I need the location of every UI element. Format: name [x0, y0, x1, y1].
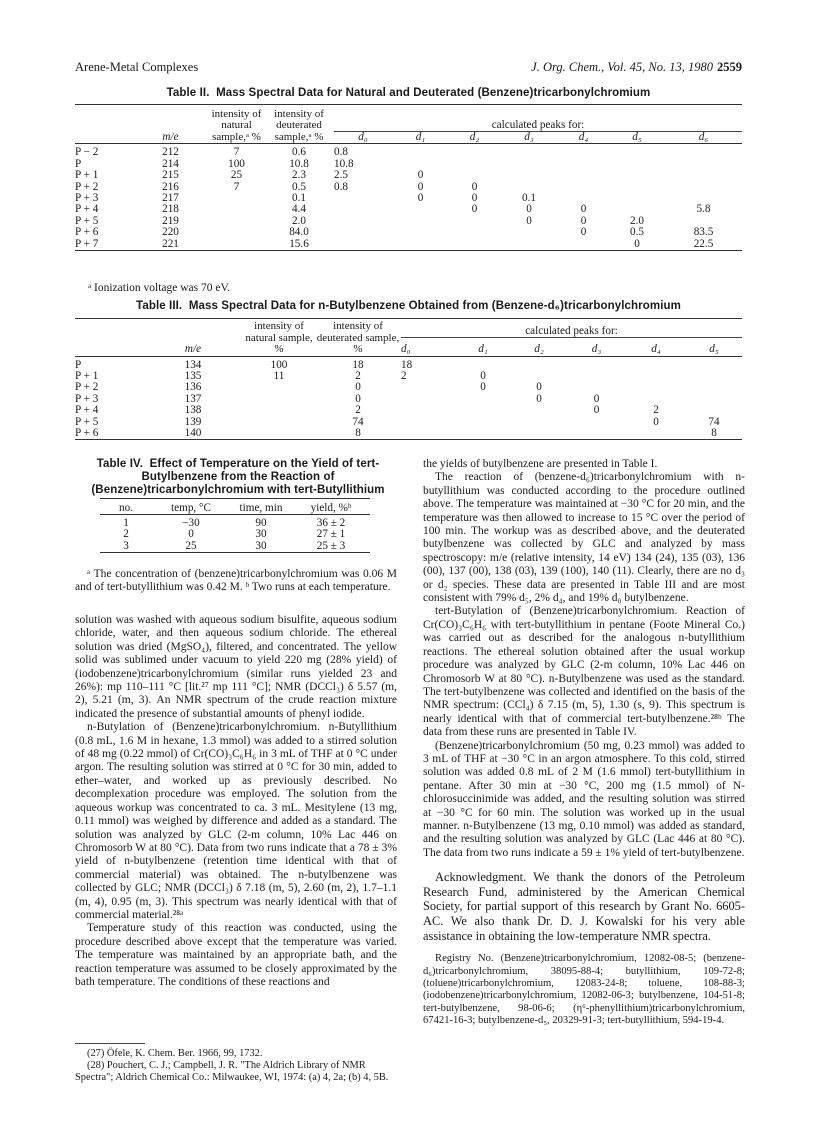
table2-cell: 10.8 [334, 157, 354, 170]
table3-title-text: Mass Spectral Data for n-Butylbenzene Obtained from (Benzene-d₆)tricarbonylchromium [188, 300, 681, 312]
table2-cell [392, 227, 449, 238]
left-para-1: solution was washed with aqueous sodium bisulfite, aqueous sodium chloride, water, and then aqueous sodium chloride. The ethereal solution was dried (MgSO₄), filtered, and concentrated. The yellow solid was sublimed under vacuum to yield 220 mg (28% yield) of (iodobenzene)tricarbonylchromium (similar runs yielded 23 and 26%): mp 110–111 °C [lit.²⁷ mp 111 °C]; NMR (DCCl₃) δ 5.57 (m, 2), 5.21 (m, 3). An NMR spectrum of the crude reaction mixture indicated the presence of substantial amounts of phenyl iodide. [75, 614, 397, 720]
table2-cell: 0 [580, 226, 587, 239]
table3-row [75, 405, 742, 416]
table2-cell: 0 [471, 180, 478, 193]
table2-cell: 220 [162, 226, 179, 239]
left-para-3: Temperature study of this reaction was conducted, using the procedure described above except that the temperature was varied. The temperature was maintained by an appropriate bath, and the reaction temperature was assumed to be closely approximated by the bath temperature. The conditions of these reactions and [75, 922, 397, 988]
table2-row [75, 144, 742, 159]
table3-cell: P [75, 358, 82, 371]
table2-cell: 83.5 [693, 226, 714, 239]
table2-cell [449, 170, 500, 181]
table2-title-text: Mass Spectral Data for Natural and Deuterated (Benzene)tricarbonylchromium [216, 87, 651, 99]
table2-cell [500, 239, 558, 251]
table2-cell: P + 7 [75, 237, 99, 250]
table2-cell: P − 2 [75, 146, 99, 159]
table4-head-temp: temp, °C [171, 501, 211, 514]
table2-cell [558, 239, 609, 251]
right-column [423, 458, 745, 1028]
table2-head-d6: d₆ [698, 131, 709, 143]
table3-cell: 8 [355, 426, 361, 439]
table2-cell [392, 144, 449, 159]
table3-cell: 0 [355, 392, 361, 405]
table3-row [75, 417, 742, 428]
table4-cell: 30 [255, 539, 267, 552]
table2-cell [500, 227, 558, 238]
table3-head-d3: d₃ [591, 343, 602, 356]
table2-cell: 0 [526, 203, 532, 216]
table2-cell: P + 6 [75, 226, 99, 239]
table3-cell [626, 428, 686, 440]
table2-cell [392, 216, 449, 227]
table3-head-d1: d₁ [478, 343, 488, 356]
table2-cell [558, 170, 609, 181]
footnotes [75, 1048, 397, 1083]
table2-cell [609, 144, 665, 159]
table2-cell: 214 [162, 157, 179, 170]
table3-cell: 0 [653, 415, 659, 428]
table2-cell [665, 182, 742, 193]
table3-cell [455, 405, 511, 416]
table2-cell [209, 216, 264, 227]
footnote-28: (28) Pouchert, C. J.; Campbell, J. R. "The Aldrich Library of NMR Spectra"; Aldrich Chemical Co.: Milwaukee, WI, 1974: (a) 4, 2a; (b) 4, 5B. [75, 1059, 389, 1083]
journal-citation: J. Org. Chem., Vol. 45, No. 13, 1980 [531, 60, 713, 74]
header-right [531, 60, 742, 75]
table2-cell: 15.6 [289, 237, 309, 250]
table2-footnote: ᵃ Ionization voltage was 70 eV. [88, 282, 231, 294]
table3-label: Table III. [136, 300, 183, 312]
left-column [75, 614, 397, 989]
table3-cell: 74 [708, 415, 720, 428]
table3-cell [511, 405, 567, 416]
table2-cell: P + 3 [75, 192, 99, 205]
right-para-4: (Benzene)tricarbonylchromium (50 mg, 0.23 mmol) was added to 3 mL of THF at −30 °C in an argon atmosphere. To this cold, stirred solution was added 0.8 mL of 2 M (1.6 mmol) tert-butyllithium in pentane. After 30 min at −30 °C, 200 mg (1.5 mmol) of N-chlorosuccinimide was added, and the resulting solution was stirred at −30 °C for 60 min. The solution was worked up in the usual manner. n-Butylbenzene (13 mg, 0.10 mmol) was added as standard, and the resulting solution was analyzed by GLC (Lac 446 at 80 °C). The data from two runs indicate a 59 ± 1% yield of tert-butylbenzene. [423, 739, 745, 859]
table2-cell: 0 [471, 192, 478, 205]
table3-cell: 140 [184, 426, 202, 439]
table2-title [75, 87, 742, 99]
table4-cell: 25 [185, 539, 197, 552]
table3-cell [511, 356, 567, 371]
table3-head-d4: d₄ [651, 343, 661, 356]
left-para-2: n-Butylation of (Benzene)tricarbonylchromium. n-Butyllithium (0.8 mL, 1.6 M in hexane, 1.3 mmol) was added to a stirred solution of 48 mg (0.22 mmol) of Cr(CO)₃C₆H₆ in 3 mL of THF at 0 °C under argon. The resulting solution was stirred at 0 °C for 30 min, added to ether–water, and worked up as previously described. No decomplexation procedure was employed. The solution from the aqueous workup was concentrated to ca. 3 mL. Mesitylene (13 mg, 0.11 mmol) was weighed by difference and added as a standard. The solution was analyzed by GLC (2-m column, 10% Lac 446 on Chromosorb W at 80 °C). Data from two runs indicate that a 78 ± 3% yield of n-butylbenzene (retention time identical with that of commercial material) was obtained. The n-butylbenzene was collected by GLC; NMR (DCCl₃) δ 7.18 (m, 5), 2.60 (m, 2), 1.7–1.1 (m, 4), 0.95 (m, 3). This spectrum was nearly identical with that of commercial material.²⁸ᵃ [75, 721, 397, 921]
table2-cell: 7 [233, 180, 240, 193]
table4-cell: 36 ± 2 [316, 517, 346, 529]
table3-cell: 0 [480, 369, 486, 382]
table2-cell: 0.6 [292, 146, 306, 159]
table3-cell: P + 6 [75, 426, 99, 439]
table2-cell [558, 144, 609, 159]
table3-cell: 0 [536, 381, 542, 394]
table3-cell [243, 394, 315, 405]
table3-cell [243, 382, 315, 393]
table3-cell: 0 [355, 381, 361, 394]
table3-cell: 100 [270, 358, 288, 371]
table3-head-me: m/e [184, 343, 202, 356]
table2-cell [665, 159, 742, 170]
table2-cell [334, 204, 392, 215]
table4-title [88, 458, 388, 497]
table3-cell [511, 417, 567, 428]
table2-cell: 0.1 [292, 192, 306, 205]
table3-cell: 0 [536, 392, 542, 405]
table2-cell: 221 [162, 237, 179, 250]
table3-cell [567, 428, 626, 440]
table2 [75, 104, 742, 253]
table2-cell: 218 [162, 203, 179, 216]
table3-head-calc: calculated peaks for: [401, 319, 742, 338]
table3-head-d0: d₀ [401, 343, 411, 356]
table3-cell [401, 394, 455, 405]
table2-cell: 0.5 [630, 226, 644, 239]
table2-cell [500, 159, 558, 170]
table3-row [75, 382, 742, 393]
table3-cell [455, 394, 511, 405]
table2-cell [334, 216, 392, 227]
table3-cell: 8 [711, 426, 717, 439]
table3-head-natural: intensity of natural sample, % [245, 320, 313, 355]
right-para-2: The reaction of (benzene-d₆)tricarbonylchromium with n-butyllithium was conducted according to the procedure outlined above. The temperature was maintained at −30 °C for 20 min, and the temperature was then allowed to increase to 15 °C over the period of 100 min. The workup was as described above, and the deuterated butylbenzene was collected by GLC and analyzed by mass spectroscopy: m/e (relative intensity, 14 eV) 134 (24), 135 (03), 136 (00), 137 (00), 138 (03), 139 (100), 140 (11). Clearly, there are no d₃ or d₂ species. These data are presented in Table III and are most consistent with 79% d₅, 2% d₄, and 19% d₀ butylbenzene. [423, 471, 745, 605]
table2-cell [558, 182, 609, 193]
table2-head-d5: d₅ [632, 131, 642, 143]
table2-head-d1: d₁ [415, 131, 426, 143]
table2-cell: P + 5 [75, 214, 99, 227]
table3-cell [243, 417, 315, 428]
table2-head-natural: intensity of natural sample,ᵃ % [211, 107, 262, 143]
table3-cell [455, 428, 511, 440]
table4-row [100, 515, 370, 530]
table2-cell: 2.3 [292, 169, 306, 182]
table3-cell: P + 5 [75, 415, 99, 428]
table3-title [75, 300, 742, 312]
right-para-1: the yields of butylbenzene are presented in Table I. [423, 458, 658, 470]
table2-head-d4: d₄ [578, 131, 589, 143]
table2-cell [449, 227, 500, 238]
table2-cell: 10.8 [289, 157, 309, 170]
table3-cell: 138 [184, 404, 202, 417]
table4-cell: 30 [255, 528, 267, 541]
table2-row [75, 227, 742, 238]
table3-cell [455, 356, 511, 371]
table4-cell: 2 [123, 528, 129, 541]
table3-cell: P + 4 [75, 404, 99, 417]
table2-cell: 0 [417, 192, 424, 205]
table4-cell: 90 [255, 517, 267, 529]
table3-cell: 136 [184, 381, 202, 394]
table2-cell: P + 2 [75, 180, 99, 193]
table2-cell [500, 144, 558, 159]
table4-title-text: Effect of Temperature on the Yield of tert-Butylbenzene from the Reaction of (Benzene)tricarbonylchromium with tert-Butyllithium [91, 458, 385, 496]
table3-head-deuterated: intensity of deuterated sample, % [316, 320, 400, 355]
right-para-3: tert-Butylation of (Benzene)tricarbonylchromium. Reaction of Cr(CO)₃C₆H₆ with tert-butyllithium in pentane (Foote Mineral Co.) was carried out as described for the analogous n-butyllithium reactions. The ethereal solution obtained after the usual workup procedure was analyzed by GLC (2-m column, 10% Lac 446 on Chromosorb W at 80 °C). n-Butylbenzene was used as the standard. The tert-butylbenzene was collected and identified on the basis of the NMR spectrum: (CCl₄) δ 7.15 (m, 5), 1.30 (s, 9). This spectrum is nearly identical with that of commercial tert-butylbenzene.²⁸ᵇ The data from these runs are presented in Table IV. [423, 605, 745, 739]
table2-head-deuterated: intensity of deuterated sample,ᵃ % [274, 107, 324, 143]
table3-cell [401, 382, 455, 393]
table3-cell: 2 [653, 404, 659, 417]
table2-cell: 0.8 [334, 180, 348, 193]
table2-cell: P + 4 [75, 203, 99, 216]
table2-cell: 216 [162, 180, 179, 193]
table4-cell: 1 [123, 517, 129, 529]
table2-cell: 2.0 [630, 214, 644, 227]
table2-row [75, 170, 742, 181]
table3-cell: 2 [355, 369, 361, 382]
table4-row [100, 541, 370, 553]
table3-cell [401, 405, 455, 416]
table2-cell: P [75, 157, 82, 170]
table2-cell: 4.4 [292, 203, 306, 216]
table4-head-yield: yield, %ᵇ [310, 501, 352, 514]
table2-cell [609, 193, 665, 204]
table3-cell [567, 417, 626, 428]
table3-head-d5: d₅ [709, 343, 719, 356]
table2-cell [209, 239, 264, 251]
table2-cell [209, 227, 264, 238]
table3-cell [626, 382, 686, 393]
table3-cell: 137 [184, 392, 202, 405]
table3-cell: 11 [273, 369, 285, 382]
footnote-27: (27) Öfele, K. Chem. Ber. 1966, 99, 1732. [87, 1048, 263, 1059]
table2-label: Table II. [166, 87, 210, 99]
table2-cell [609, 159, 665, 170]
table2-cell [609, 182, 665, 193]
table2-cell: 0 [526, 214, 532, 227]
table2-head-calc: calculated peaks for: [334, 105, 742, 132]
table2-cell: 0 [634, 237, 640, 250]
table2-cell: 0.5 [292, 180, 306, 193]
table2-cell: P + 1 [75, 169, 99, 182]
table4-footnote: ᵃ The concentration of (benzene)tricarbonylchromium was 0.06 M and of tert-butyllithium was 0.42 M. ᵇ Two runs at each temperature. [75, 568, 397, 593]
table4 [100, 498, 370, 555]
table2-cell: 219 [162, 214, 179, 227]
table2-cell: 5.8 [696, 203, 711, 216]
table4-cell: −30 [182, 517, 200, 529]
table3-cell [686, 382, 742, 393]
table3-head-d2: d₂ [534, 343, 544, 356]
table2-cell [209, 204, 264, 215]
table2-cell: 25 [230, 169, 243, 182]
table2-cell: 100 [228, 157, 245, 170]
acknowledgment: Acknowledgment. We thank the donors of the Petroleum Research Fund, administered by the American Chemical Society, for partial support of this research by Grant No. 6605-AC. We also thank Dr. D. J. Kowalski for his very able assistance in obtaining the low-temperature NMR spectra. [423, 870, 745, 943]
table3-cell: 0 [593, 404, 600, 417]
table3-row [75, 356, 742, 371]
table2-cell: 2.5 [334, 169, 348, 182]
table2-cell [449, 239, 500, 251]
table3-cell [686, 394, 742, 405]
footnote-rule [75, 1043, 145, 1044]
table2-cell: 7 [233, 146, 240, 159]
table2-cell: 212 [162, 146, 179, 159]
table2-cell: 0 [417, 169, 424, 182]
table2-cell: 0 [580, 203, 587, 216]
table2-cell [665, 144, 742, 159]
table3-cell [686, 356, 742, 371]
table2-cell: 0.1 [522, 192, 536, 205]
header-left: Arene-Metal Complexes [75, 60, 199, 74]
table3-cell [686, 405, 742, 416]
table2-cell [609, 170, 665, 181]
table3-cell: 18 [352, 358, 364, 371]
table3-cell: P + 2 [75, 381, 99, 394]
table3-cell: 2 [401, 369, 407, 382]
table2-cell: 22.5 [693, 237, 714, 250]
table2-cell: 217 [162, 192, 179, 205]
table3-cell: 74 [352, 415, 364, 428]
table4-cell: 27 ± 1 [316, 528, 346, 541]
table4-head-time: time, min [239, 501, 283, 514]
table2-cell: 2.0 [292, 214, 306, 227]
table2-cell [334, 227, 392, 238]
table3-cell [243, 405, 315, 416]
table2-cell [500, 170, 558, 181]
table2-head-d0: d₀ [358, 131, 368, 143]
table3-cell: 2 [355, 404, 361, 417]
table2-cell [209, 193, 264, 204]
table4-cell: 25 ± 3 [316, 539, 346, 552]
table2-cell [392, 239, 449, 251]
table3-cell: 139 [184, 415, 202, 428]
table2-cell: 84.0 [289, 226, 309, 239]
table3-cell: 135 [184, 369, 202, 382]
table2-head-me: m/e [162, 131, 179, 143]
table3-row [75, 371, 742, 382]
table3-cell [455, 417, 511, 428]
table2-cell [665, 170, 742, 181]
table3-cell: 18 [401, 358, 413, 371]
table2-cell: 0 [471, 203, 478, 216]
table4-head-no: no. [119, 501, 133, 514]
table3-cell [626, 371, 686, 382]
table3-cell [567, 371, 626, 382]
table3-row [75, 428, 742, 440]
table2-head-d2: d₂ [469, 131, 480, 143]
running-header [75, 60, 742, 78]
table3-row [75, 394, 742, 405]
table3-cell [626, 356, 686, 371]
table3-cell: P + 3 [75, 392, 99, 405]
table2-cell: 0.8 [334, 146, 348, 159]
table2-head-d3: d₃ [524, 131, 534, 143]
table2-cell [449, 159, 500, 170]
table2-cell [449, 144, 500, 159]
table3-cell [401, 417, 455, 428]
table3-cell [567, 356, 626, 371]
table2-cell [334, 239, 392, 251]
registry-numbers: Registry No. (Benzene)tricarbonylchromium, 12082-08-5; (benzene-d₆)tricarbonylchromium, 38095-88-4; butyllithium, 109-72-8; (toluene)tricarbonylchromium, 12083-24-8; toluene, 108-88-3; (iodobenzene)tricarbonylchromium, 12082-06-3; butylbenzene, 104-51-8; tert-butylbenzene, 98-06-6; (η⁶-phenyllithium)tricarbonylchromium, 67421-16-3; butylbenzene-d₅, 20329-91-3; tert-butyllithium, 594-19-4. [423, 953, 745, 1027]
table3-cell: P + 1 [75, 369, 99, 382]
table3-cell: 0 [593, 392, 600, 405]
table3-cell [401, 428, 455, 440]
table4-cell: 3 [123, 539, 129, 552]
table4-label: Table IV. [96, 458, 144, 470]
table2-row [75, 239, 742, 251]
table2-cell [449, 216, 500, 227]
table2-cell [558, 159, 609, 170]
page-number: 2559 [717, 60, 742, 74]
table3-cell [511, 428, 567, 440]
table3-cell: 134 [184, 358, 202, 371]
table3 [75, 318, 742, 442]
table2-cell: 215 [162, 169, 179, 182]
table4-cell: 0 [188, 528, 194, 541]
table2-cell: 0 [417, 180, 424, 193]
table2-cell [334, 193, 392, 204]
table3-cell: 0 [480, 381, 486, 394]
table3-cell [567, 382, 626, 393]
table3-cell [686, 371, 742, 382]
table3-cell [243, 428, 315, 440]
table2-cell [392, 204, 449, 215]
table2-cell: 0 [580, 214, 587, 227]
